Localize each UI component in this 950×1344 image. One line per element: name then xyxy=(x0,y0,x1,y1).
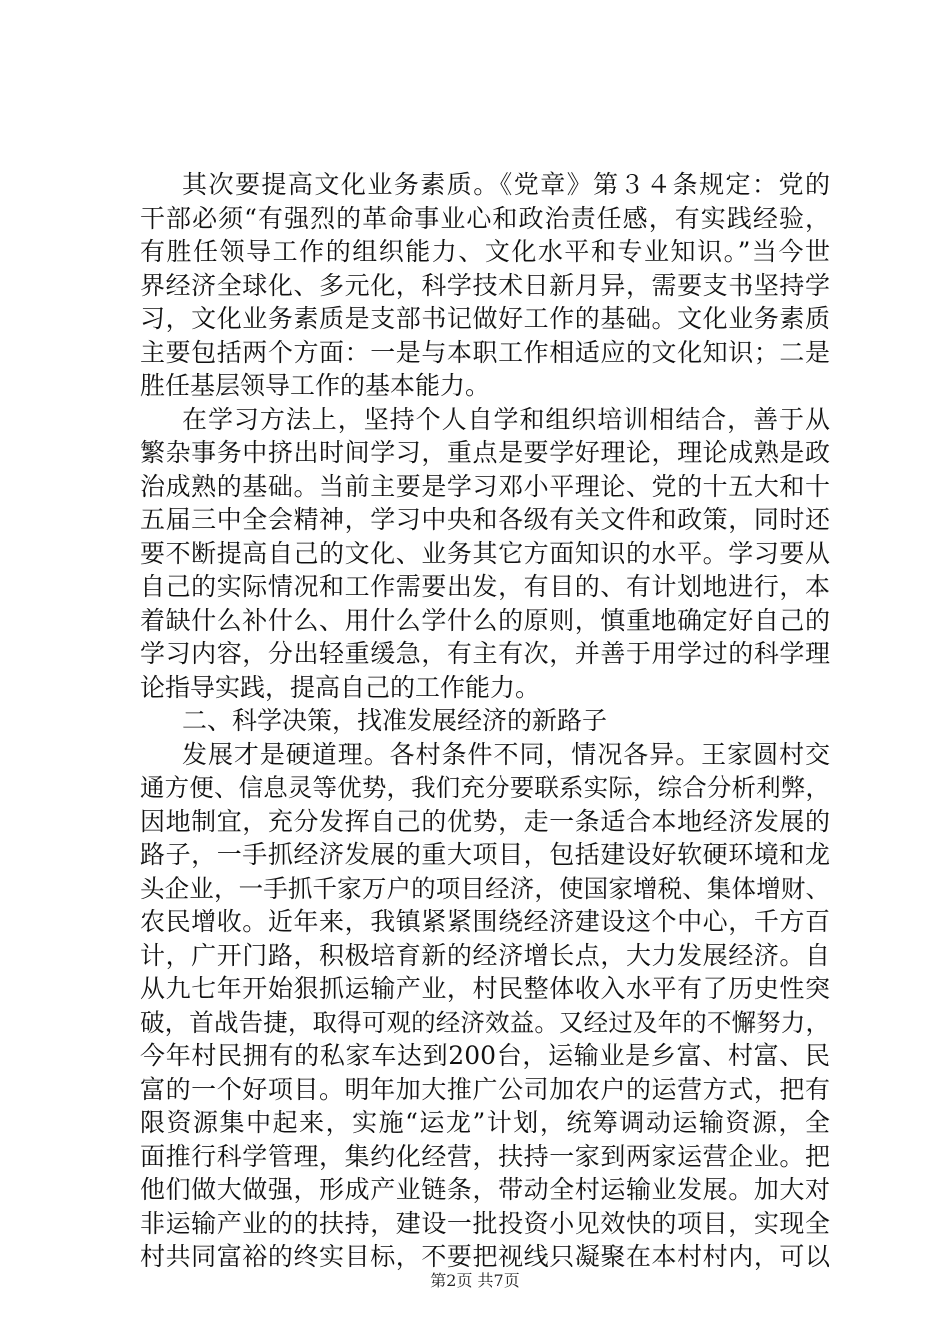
text-line: 在学习方法上，坚持个人自学和组织培训相结合，善于从 xyxy=(182,404,830,434)
text-line: 富的一个好项目。明年加大推广公司加农户的运营方式，把有 xyxy=(140,1074,830,1104)
text-line: 今年村民拥有的私家车达到200台，运输业是乡富、村富、民 xyxy=(140,1041,830,1070)
text-line: 着缺什么补什么、用什么学什么的原则，慎重地确定好自己的 xyxy=(140,605,830,635)
text-line: 发展才是硬道理。各村条件不同，情况各异。王家圆村交 xyxy=(182,739,830,769)
text-line: 其次要提高文化业务素质。《党章》第３４条规定：党的 xyxy=(182,170,830,199)
text-line: 二、科学决策，找准发展经济的新路子 xyxy=(182,706,608,735)
text-line: 面推行科学管理，集约化经营，扶持一家到两家运营企业。把 xyxy=(140,1141,830,1171)
text-line: 繁杂事务中挤出时间学习，重点是要学好理论，理论成熟是政 xyxy=(140,438,830,467)
text-line: 学习内容，分出轻重缓急，有主有次，并善于用学过的科学理 xyxy=(140,639,830,668)
text-line: 自己的实际情况和工作需要出发，有目的、有计划地进行，本 xyxy=(140,572,830,601)
text-line: 他们做大做强，形成产业链条，带动全村运输业发展。加大对 xyxy=(140,1175,830,1204)
text-line: 治成熟的基础。当前主要是学习邓小平理论、党的十五大和十 xyxy=(140,471,830,501)
text-line: 破，首战告捷，取得可观的经济效益。又经过及年的不懈努力， xyxy=(140,1007,830,1037)
text-line: 界经济全球化、多元化，科学技术日新月异，需要支书坚持学 xyxy=(140,270,830,300)
text-line: 有胜任领导工作的组织能力、文化水平和专业知识。”当今世 xyxy=(140,237,830,266)
text-line: 五届三中全会精神，学习中央和各级有关文件和政策，同时还 xyxy=(140,505,830,534)
document-body xyxy=(140,168,830,1274)
text-line: 农民增收。近年来，我镇紧紧围绕经济建设这个中心，千方百 xyxy=(140,907,830,936)
text-line: 干部必须“有强烈的革命事业心和政治责任感，有实践经验， xyxy=(140,203,830,233)
text-line: 从九七年开始狠抓运输产业，村民整体收入水平有了历史性突 xyxy=(140,974,830,1003)
text-line: 主要包括两个方面：一是与本职工作相适应的文化知识；二是 xyxy=(140,337,830,367)
text-line: 限资源集中起来，实施“运龙”计划，统筹调动运输资源，全 xyxy=(140,1108,830,1137)
text-line: 通方便、信息灵等优势，我们充分要联系实际，综合分析利弊， xyxy=(140,773,830,802)
text-line: 非运输产业的的扶持，建设一批投资小见效快的项目，实现全 xyxy=(140,1208,830,1238)
text-line: 要不断提高自己的文化、业务其它方面知识的水平。学习要从 xyxy=(140,538,830,568)
text-line: 习，文化业务素质是支部书记做好工作的基础。文化业务素质 xyxy=(140,304,830,333)
text-line: 因地制宜，充分发挥自己的优势，走一条适合本地经济发展的 xyxy=(140,806,830,836)
text-line: 村共同富裕的终实目标，不要把视线只凝聚在本村村内，可以 xyxy=(140,1242,830,1271)
page-footer: 第2页 共7页 xyxy=(430,1271,520,1290)
text-line: 计，广开门路，积极培育新的经济增长点，大力发展经济。自 xyxy=(140,940,830,970)
text-line: 论指导实践，提高自己的工作能力。 xyxy=(140,672,541,702)
text-line: 路子，一手抓经济发展的重大项目，包括建设好软硬环境和龙 xyxy=(140,840,830,869)
text-line: 头企业，一手抓千家万户的项目经济，使国家增税、集体增财、 xyxy=(140,873,830,903)
text-line: 胜任基层领导工作的基本能力。 xyxy=(140,371,491,400)
